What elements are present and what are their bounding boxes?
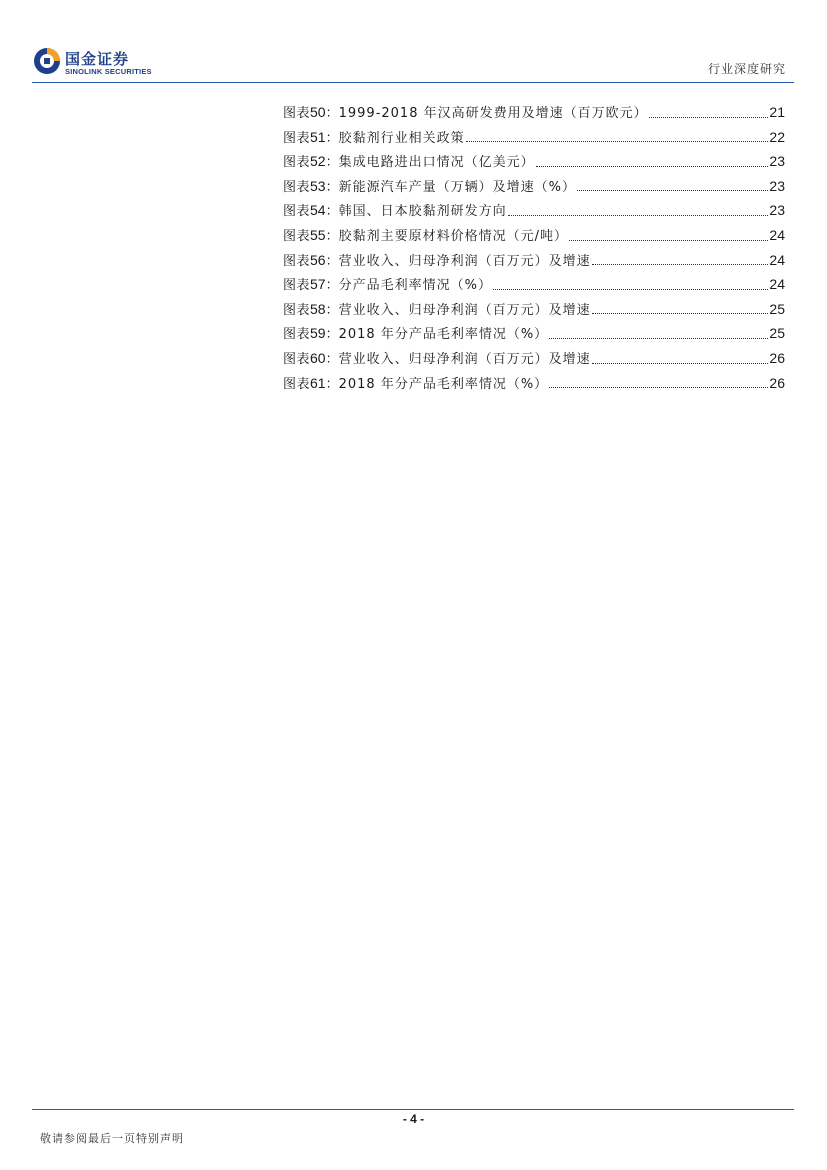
sinolink-logo-icon <box>32 46 62 76</box>
toc-entry-page: 24 <box>769 226 785 243</box>
toc-entry-colon: ： <box>325 253 339 269</box>
toc-entry-number: 56 <box>310 251 326 268</box>
toc-entry-colon: ： <box>325 302 339 318</box>
toc-entry-title: 胶黏剂主要原材料价格情况（元/吨） <box>338 228 568 244</box>
toc-entry[interactable] <box>283 371 785 396</box>
toc-entry-number: 55 <box>310 226 326 243</box>
toc-leader-dots <box>466 141 769 142</box>
toc-leader-dots <box>569 240 768 241</box>
toc-entry-colon: ： <box>325 106 339 121</box>
toc-entry-prefix: 图表 <box>283 327 311 343</box>
toc-entry-title: 营业收入、归母净利润（百万元）及增速 <box>338 253 591 269</box>
toc-leader-dots <box>536 166 769 167</box>
toc-entry-title: 1999-2018 年汉高研发费用及增速（百万欧元） <box>338 106 648 121</box>
logo-english-name: SINOLINK SECURITIES <box>65 67 152 76</box>
toc-entry[interactable] <box>283 272 785 297</box>
toc-entry-number: 51 <box>310 128 326 145</box>
figure-list <box>283 100 785 395</box>
toc-entry-title: 新能源汽车产量（万辆）及增速（%） <box>338 179 576 195</box>
toc-entry-title: 胶黏剂行业相关政策 <box>338 130 465 146</box>
toc-entry-number: 60 <box>310 349 326 366</box>
toc-entry-page: 23 <box>769 153 785 170</box>
toc-entry[interactable] <box>283 149 785 174</box>
toc-leader-dots <box>577 190 768 191</box>
toc-entry[interactable] <box>283 125 785 150</box>
toc-entry-prefix: 图表 <box>283 376 311 392</box>
toc-entry-title: 韩国、日本胶黏剂研发方向 <box>338 204 507 220</box>
toc-entry-prefix: 图表 <box>283 155 311 171</box>
toc-entry-colon: ： <box>325 327 339 343</box>
toc-entry[interactable] <box>283 198 785 223</box>
toc-entry-prefix: 图表 <box>283 253 311 269</box>
toc-entry-colon: ： <box>325 351 339 367</box>
toc-entry[interactable] <box>283 174 785 199</box>
report-category: 行业深度研究 <box>707 62 786 76</box>
toc-entry-page: 21 <box>769 104 785 120</box>
logo-chinese-name: 国金证券 <box>65 50 130 68</box>
toc-entry-prefix: 图表 <box>283 204 311 220</box>
toc-entry-prefix: 图表 <box>283 228 311 244</box>
footer-divider <box>32 1109 794 1110</box>
toc-entry-title: 2018 年分产品毛利率情况（%） <box>338 376 549 392</box>
toc-entry[interactable] <box>283 297 785 322</box>
toc-entry-title: 2018 年分产品毛利率情况（%） <box>338 327 549 343</box>
header-divider <box>32 82 794 83</box>
toc-entry[interactable] <box>283 100 785 125</box>
toc-leader-dots <box>549 387 768 388</box>
toc-entry-number: 61 <box>310 374 326 391</box>
toc-entry[interactable] <box>283 223 785 248</box>
page-header <box>32 42 794 82</box>
toc-entry-title: 分产品毛利率情况（%） <box>338 278 492 294</box>
toc-entry-title: 营业收入、归母净利润（百万元）及增速 <box>338 302 591 318</box>
toc-entry-title: 营业收入、归母净利润（百万元）及增速 <box>338 351 591 367</box>
toc-entry-prefix: 图表 <box>283 106 311 121</box>
toc-entry-colon: ： <box>325 179 339 195</box>
toc-entry-prefix: 图表 <box>283 302 311 318</box>
toc-entry-page: 22 <box>769 128 785 145</box>
toc-entry-page: 26 <box>769 349 785 366</box>
toc-entry-number: 59 <box>310 325 326 342</box>
toc-entry-colon: ： <box>325 155 339 171</box>
toc-entry-number: 50 <box>310 104 326 120</box>
toc-entry-colon: ： <box>325 278 339 294</box>
toc-leader-dots <box>493 289 768 290</box>
toc-entry-number: 53 <box>310 177 326 194</box>
page-number: - 4 - <box>402 1112 425 1126</box>
toc-entry[interactable] <box>283 346 785 371</box>
toc-entry-page: 25 <box>769 325 785 342</box>
toc-entry[interactable] <box>283 248 785 273</box>
toc-entry-colon: ： <box>325 376 339 392</box>
disclaimer-note: 敬请参阅最后一页特别声明 <box>40 1132 184 1145</box>
toc-entry-colon: ： <box>325 228 339 244</box>
toc-entry-prefix: 图表 <box>283 179 311 195</box>
toc-leader-dots <box>592 264 769 265</box>
toc-leader-dots <box>592 363 769 364</box>
toc-entry-prefix: 图表 <box>283 130 311 146</box>
toc-entry-number: 52 <box>310 153 326 170</box>
toc-entry-page: 24 <box>769 251 785 268</box>
toc-entry-prefix: 图表 <box>283 351 311 367</box>
toc-leader-dots <box>508 215 769 216</box>
toc-entry[interactable] <box>283 321 785 346</box>
toc-entry-page: 23 <box>769 202 785 219</box>
toc-entry-colon: ： <box>325 204 339 220</box>
toc-entry-number: 58 <box>310 300 326 317</box>
toc-entry-page: 25 <box>769 300 785 317</box>
toc-entry-page: 26 <box>769 374 785 391</box>
toc-entry-page: 24 <box>769 276 785 293</box>
toc-entry-page: 23 <box>769 177 785 194</box>
toc-entry-title: 集成电路进出口情况（亿美元） <box>338 155 535 171</box>
toc-entry-number: 57 <box>310 276 326 293</box>
toc-entry-prefix: 图表 <box>283 278 311 294</box>
toc-leader-dots <box>649 117 769 118</box>
toc-entry-number: 54 <box>310 202 326 219</box>
toc-leader-dots <box>549 338 768 339</box>
toc-entry-colon: ： <box>325 130 339 146</box>
toc-leader-dots <box>592 313 769 314</box>
